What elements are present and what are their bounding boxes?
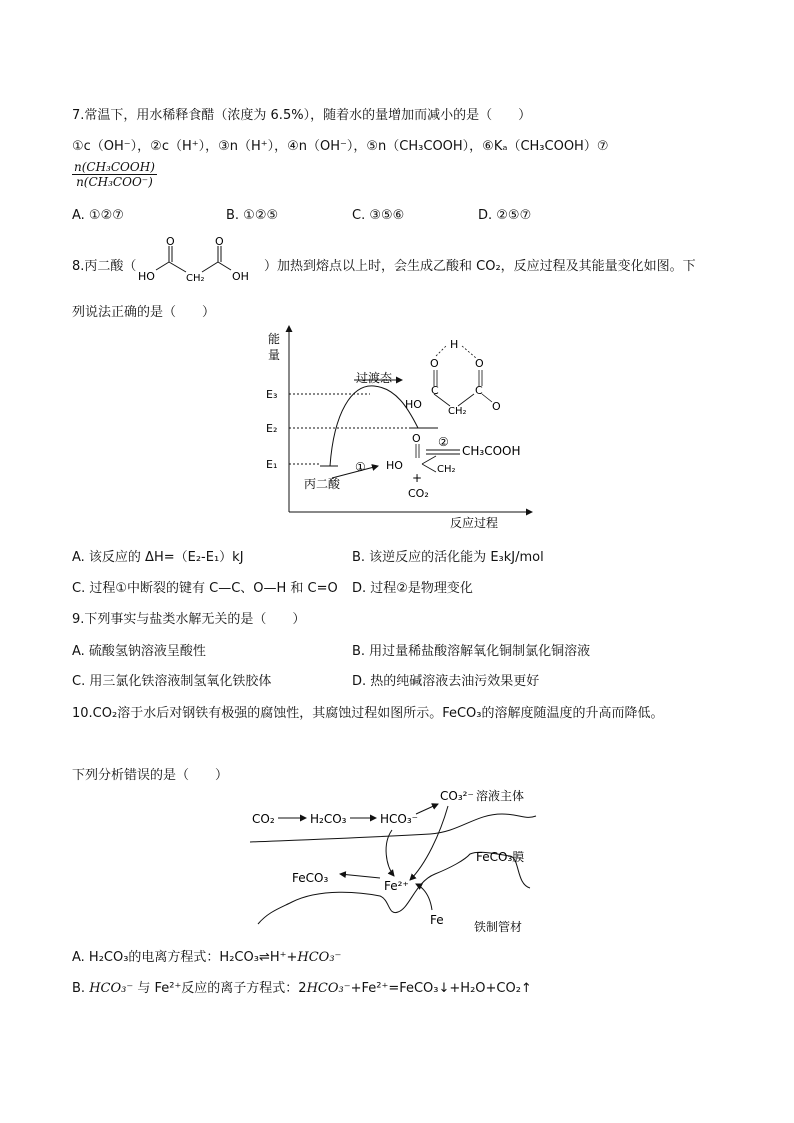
q7-items: ①c（OH⁻），②c（H⁺），③n（H⁺），④n（OH⁻），⑤n（CH₃COOH），⑥Kₐ（CH₃COOH）⑦ [72, 139, 609, 154]
prod-o: O [412, 432, 421, 445]
q10-option-b-ion-1: HCO₃⁻ [89, 981, 134, 996]
q8-option-a[interactable]: A. 该反应的 ΔH=（E₂-E₁）kJ [72, 550, 244, 565]
prod-co2: CO₂ [408, 487, 429, 500]
q10-stem: 10.CO₂溶于水后对钢铁有极强的腐蚀性，其腐蚀过程如图所示。FeCO₃的溶解度随温度的升高而降低。 [72, 706, 664, 721]
struct-oh: OH [232, 270, 249, 283]
struct-ho: HO [138, 270, 155, 283]
ts-ch2: CH₂ [448, 406, 467, 417]
q9-stem: 9.下列事实与盐类水解无关的是（ ） [72, 612, 306, 627]
struct-o-left: O [166, 235, 175, 248]
ts-ho: HO [405, 398, 422, 411]
q10-option-b-mid: 与 Fe²⁺反应的离子方程式：2 [133, 981, 307, 996]
fe-label: Fe [430, 913, 444, 927]
q10-option-b[interactable] [72, 977, 532, 996]
q8-stem-a: 8.丙二酸（ [72, 259, 137, 274]
e3-label: E₃ [266, 388, 278, 401]
q7-option-d[interactable]: D. ②⑤⑦ [478, 208, 532, 223]
q7-frac-num: n(CH₃COOH) [74, 160, 155, 174]
ts-label: 过渡态 [356, 371, 393, 385]
co2-label: CO₂ [252, 812, 275, 826]
ts-c-right: C [475, 384, 483, 397]
q10-option-b-ion-2: HCO₃⁻ [306, 981, 351, 996]
q10-option-b-end: +Fe²⁺=FeCO₃↓+H₂O+CO₂↑ [350, 981, 532, 996]
co3-label: CO₃²⁻ [440, 789, 474, 803]
ts-h: H [450, 338, 459, 351]
q7-fraction [72, 160, 157, 189]
step2-label: ② [438, 435, 449, 449]
q8-option-d[interactable]: D. 过程②是物理变化 [352, 581, 473, 596]
ts-c-left: C [431, 384, 439, 397]
q7-frac-den: n(CH₃COO⁻) [76, 175, 153, 189]
diagram-ylabel-2: 量 [268, 348, 281, 362]
q9-option-b[interactable]: B. 用过量稀盐酸溶解氧化铜制氯化铜溶液 [352, 644, 591, 659]
q7-option-c[interactable]: C. ③⑤⑥ [352, 208, 405, 223]
film-label: FeCO₃膜 [476, 850, 525, 864]
q7-option-b[interactable]: B. ①②⑤ [226, 208, 279, 223]
q10-option-b-prefix: B. [72, 981, 90, 996]
e1-label: E₁ [266, 458, 278, 471]
h2co3-label: H₂CO₃ [310, 812, 347, 826]
q8-stem-c: 列说法正确的是（ ） [72, 305, 216, 320]
pipe-label: 铁制管材 [474, 920, 523, 934]
malonic-acid-structure [136, 234, 262, 286]
corrosion-diagram [240, 784, 540, 940]
prod-ch2: CH₂ [437, 464, 456, 475]
struct-ch2: CH₂ [186, 273, 205, 284]
ts-o-bottom: O [492, 400, 501, 413]
start-label: 丙二酸 [304, 477, 341, 491]
energy-diagram [260, 322, 550, 534]
q9-option-d[interactable]: D. 热的纯碱溶液去油污效果更好 [352, 674, 540, 689]
acetic-acid: CH₃COOH [462, 444, 521, 458]
prod-plus: + [412, 471, 423, 485]
q10-option-a-ion: HCO₃⁻ [297, 950, 342, 965]
prod-ho: HO [386, 459, 403, 472]
e2-label: E₂ [266, 422, 278, 435]
xlabel: 反应过程 [450, 516, 499, 530]
diagram-ylabel-1: 能 [268, 332, 281, 346]
q8-option-c[interactable]: C. 过程①中断裂的键有 C—C、O—H 和 C=O [72, 581, 338, 596]
struct-o-right: O [215, 235, 224, 248]
q9-option-a[interactable]: A. 硫酸氢钠溶液呈酸性 [72, 644, 206, 659]
step1-label: ① [355, 460, 366, 474]
fe2-label: Fe²⁺ [384, 879, 409, 893]
q9-option-c[interactable]: C. 用三氯化铁溶液制氢氧化铁胶体 [72, 674, 272, 689]
feco3-label: FeCO₃ [292, 871, 329, 885]
q10-option-a[interactable] [72, 946, 341, 965]
q10-option-a-text: A. H₂CO₃的电离方程式：H₂CO₃⇌H⁺+ [72, 950, 298, 965]
q7-stem: 7.常温下，用水稀释食醋（浓度为 6.5%），随着水的量增加而减小的是（ ） [72, 108, 532, 123]
solution-label: 溶液主体 [476, 789, 525, 803]
ts-o-right: O [475, 357, 484, 370]
hco3-label: HCO₃⁻ [380, 812, 418, 826]
q10-stem2: 下列分析错误的是（ ） [72, 768, 229, 783]
ts-o-left: O [430, 357, 439, 370]
q8-option-b[interactable]: B. 该逆反应的活化能为 E₃kJ/mol [352, 550, 544, 565]
q7-option-a[interactable]: A. ①②⑦ [72, 208, 124, 223]
q8-stem-b: ）加热到熔点以上时，会生成乙酸和 CO₂，反应过程及其能量变化如图。下 [264, 259, 696, 274]
